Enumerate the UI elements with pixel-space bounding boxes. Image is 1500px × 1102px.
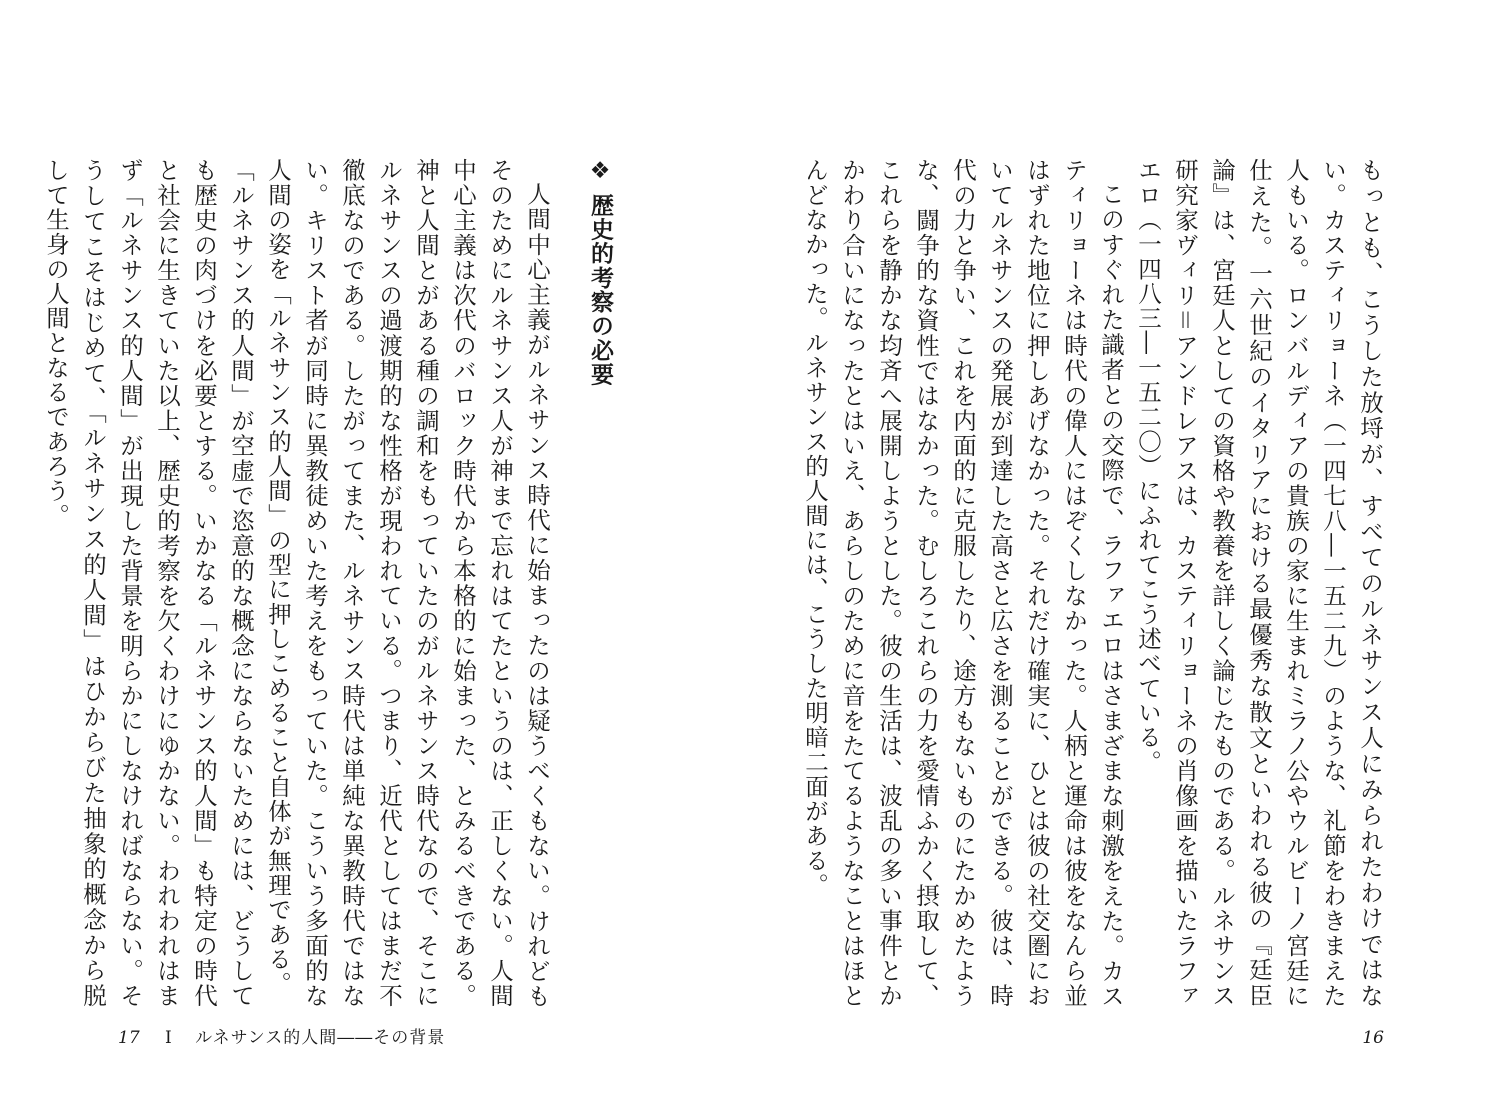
left-page-footer bbox=[118, 1023, 445, 1048]
section-heading-text: 歴史的考察の必要 bbox=[587, 193, 613, 387]
right-page-footer bbox=[1362, 1028, 1384, 1048]
block-quote: このすぐれた識者との交際で、ラファエロはさまざまな刺激をえた。カスティリョーネは時代の偉人にはぞくしなかった。人柄と運命は彼をなんら並はずれた地位に押しあげなかった。それだけ確実に、ひとは彼の社交圏においてルネサンスの発展が到達した高さと広さを測ることができる。彼は、時代の力と争い、これを内面的に克服したり、途方もないものにたかめたような、闘争的な資性ではなかった。むしろこれらの力を愛情ふかく摂取して、これらを静かな均斉へ展開しようとした。彼の生活は、波乱の多い事件とかかわり合いになったとはいえ、あらしのために音をたてるようなことはほとんどなかった。ルネサンス的人間には、こうした明暗二面がある。 bbox=[801, 158, 1125, 1008]
running-head: ルネサンス的人間――その背景 bbox=[195, 1028, 446, 1048]
paragraph: もっとも、こうした放埒が、すべてのルネサンス人にみられたわけではない。カスティリョーネ（一四七八―一五二九）のような、礼節をわきまえた人もいる。ロンバルディアの貴族の家に生まれミラノ公やウルビーノ宮廷に仕えた。一六世紀のイタリアにおける最優秀な散文といわれる彼の『廷臣論』は、宮廷人としての資格や教養を詳しく論じたものである。ルネサンス研究家ヴィリ＝アンドレアスは、カスティリョーネの肖像画を描いたラファエロ（一四八三―一五二〇）にふれてこう述べている。 bbox=[1134, 158, 1384, 1008]
paragraph: 人間中心主義がルネサンス時代に始まったのは疑うべくもない。けれどもそのためにルネサンス人が神まで忘れはてたというのは、正しくない。人間中心主義は次代のバロック時代から本格的に始まった、とみるべきである。神と人間とがある種の調和をもっていたのがルネサンス時代なので、そこにルネサンスの過渡期的な性格が現われている。つまり、近代としてはまだ不徹底なのである。したがってまた、ルネサンス時代は単純な異教時代ではない。キリスト者が同時に異教徒めいた考えをもっていた。こういう多面的な人間の姿を「ルネサンス的人間」の型に押しこめること自体が無理である。 bbox=[264, 158, 551, 1008]
section-mark-icon: ❖ bbox=[587, 158, 613, 186]
section-heading bbox=[581, 158, 618, 1008]
left-page-text bbox=[42, 158, 618, 1008]
page-number: 16 bbox=[1362, 1028, 1384, 1048]
right-page-text bbox=[748, 158, 1388, 1008]
page-number: 17 bbox=[118, 1028, 140, 1048]
paragraph: 「ルネサンス的人間」が空虚で恣意的な概念にならないためには、どうしても歴史の肉づけを必要とする。いかなる「ルネサンス的人間」も特定の時代と社会に生きていた以上、歴史的考察を欠くわけにゆかない。われわれはまず「ルネサンス的人間」が出現した背景を明らかにしなければならない。そうしてこそはじめて、「ルネサンス的人間」はひからびた抽象的概念から脱して生身の人間となるであろう。 bbox=[42, 158, 255, 1008]
part-number: Ⅰ bbox=[165, 1028, 172, 1048]
